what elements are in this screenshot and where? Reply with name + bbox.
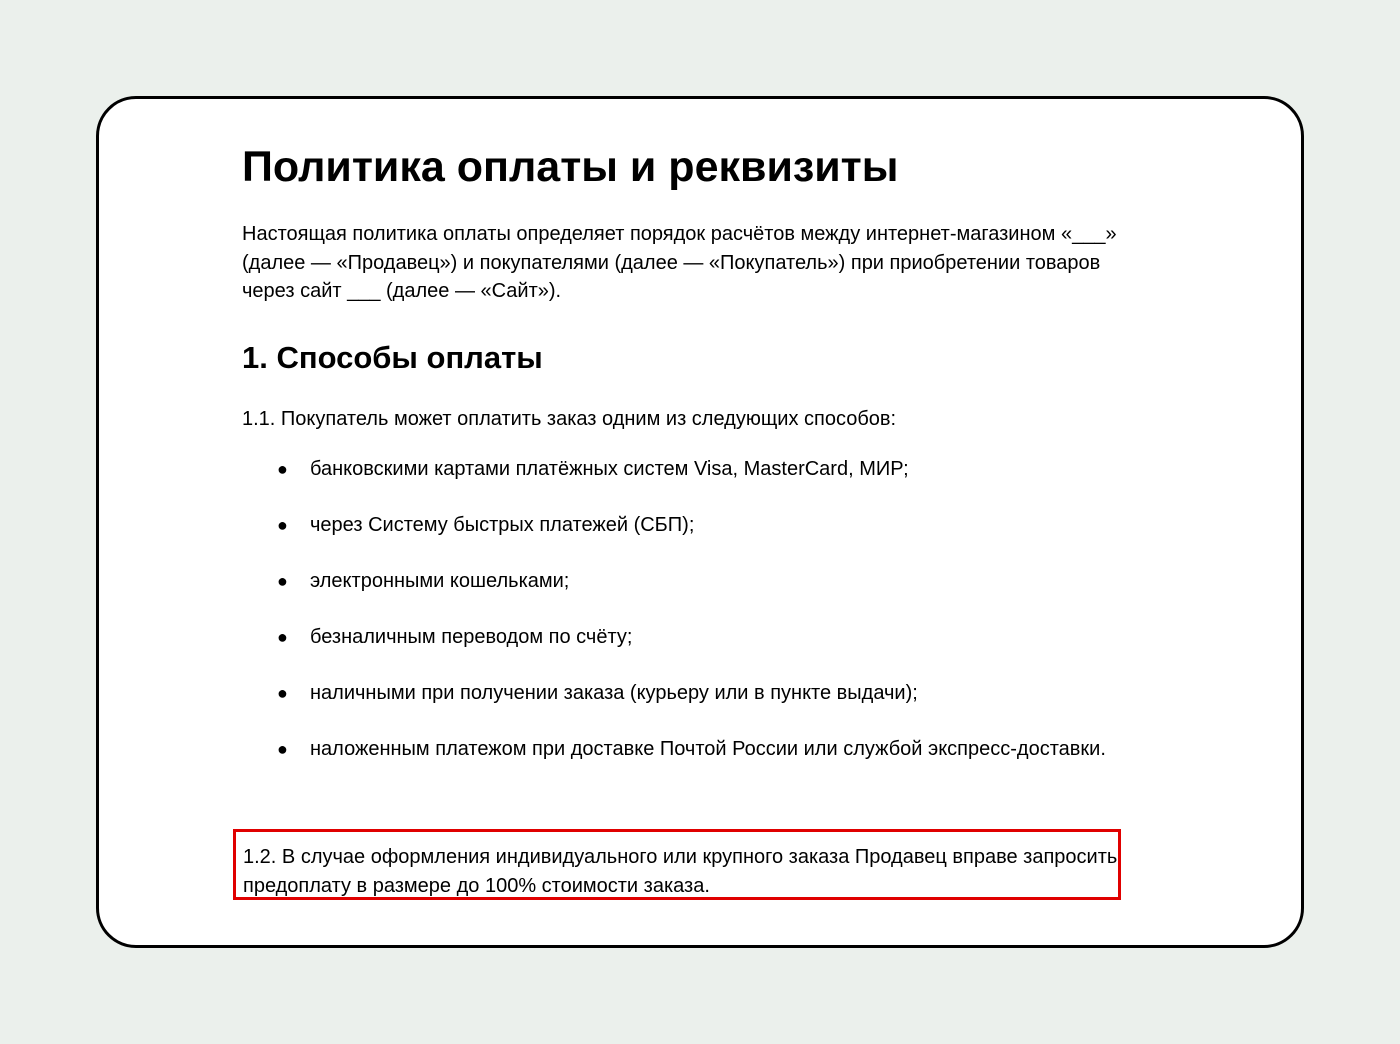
clause-1-1: 1.1. Покупатель может оплатить заказ одним из следующих способов: — [242, 408, 897, 430]
list-item — [242, 567, 1122, 595]
intro-paragraph: Настоящая политика оплаты определяет порядок расчётов между интернет-магазином «___» (далее — «Продавец») и покупателями (далее — «Покупатель») при приобретении товаров через сайт ___ (далее — «Сайт»). — [242, 223, 1117, 302]
section-heading-payment-methods: 1. Способы оплаты — [242, 340, 543, 375]
list-item-text: банковскими картами платёжных систем Visa, MasterCard, МИР; — [310, 458, 909, 480]
list-item — [242, 455, 1122, 483]
bullet-icon: ● — [277, 515, 288, 535]
bullet-icon: ● — [277, 459, 288, 479]
bullet-icon: ● — [277, 739, 288, 759]
payment-methods-list — [242, 455, 1122, 791]
list-item-text: наложенным платежом при доставке Почтой России или службой экспресс-доставки. — [310, 738, 1106, 760]
list-item — [242, 735, 1122, 763]
list-item-text: безналичным переводом по счёту; — [310, 626, 633, 648]
bullet-icon: ● — [277, 571, 288, 591]
list-item-text: электронными кошельками; — [310, 570, 570, 592]
list-item — [242, 623, 1122, 651]
bullet-icon: ● — [277, 627, 288, 647]
clause-1-2: 1.2. В случае оформления индивидуального или крупного заказа Продавец вправе запросить предоплату в размере до 100% стоимости заказа. — [243, 846, 1118, 897]
bullet-icon: ● — [277, 683, 288, 703]
document-card — [96, 96, 1304, 948]
list-item — [242, 679, 1122, 707]
list-item-text: через Систему быстрых платежей (СБП); — [310, 514, 695, 536]
highlighted-clause-1-2 — [233, 829, 1121, 900]
page-title: Политика оплаты и реквизиты — [242, 143, 899, 191]
list-item-text: наличными при получении заказа (курьеру или в пункте выдачи); — [310, 682, 918, 704]
list-item — [242, 511, 1122, 539]
